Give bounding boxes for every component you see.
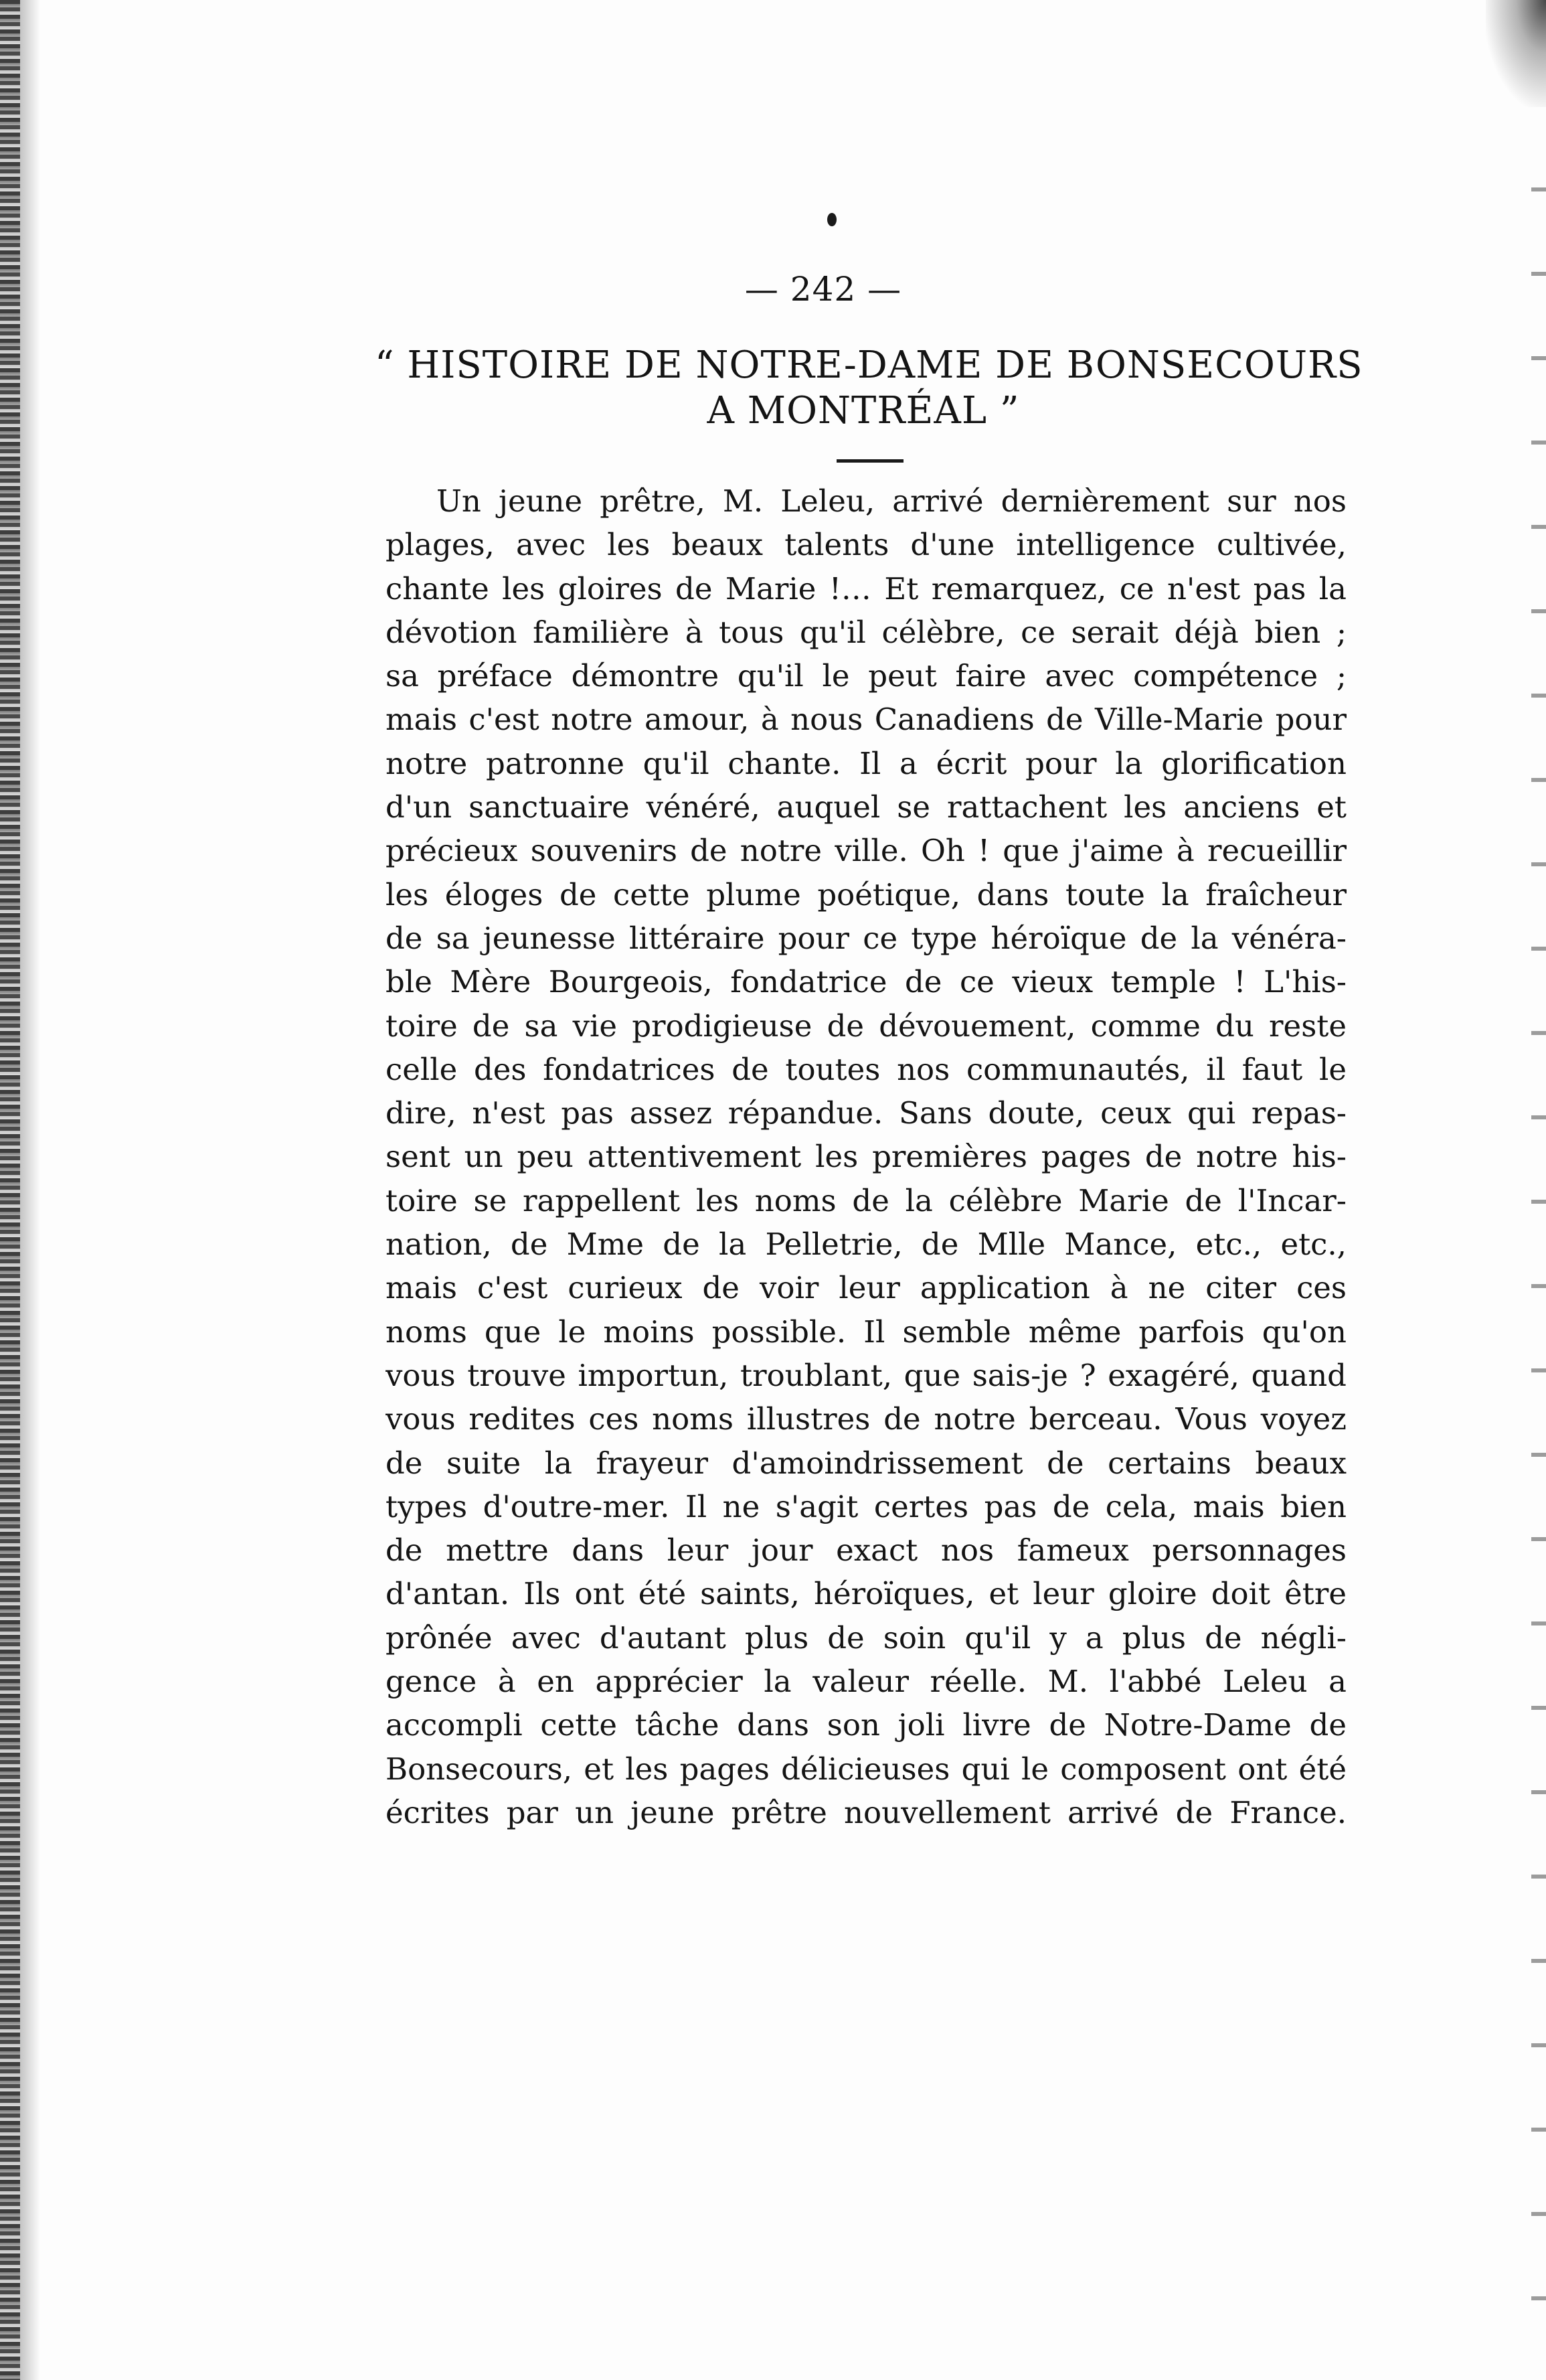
text-line: vous trouve importun, troublant, que sais-je ? exagéré, quand bbox=[385, 1357, 1347, 1393]
text-line: gence à en apprécier la valeur réelle. M. l'abbé Leleu a bbox=[385, 1664, 1347, 1700]
heading-line: A MONTRÉAL ” bbox=[707, 389, 1020, 432]
text-line: toire de sa vie prodigieuse de dévouement, comme du reste bbox=[385, 1008, 1347, 1044]
text-line: plages, avec les beaux talents d'une intelligence cultivée, bbox=[385, 527, 1347, 563]
text-line: Bonsecours, et les pages délicieuses qui le composent ont été bbox=[385, 1751, 1347, 1787]
text-line: ble Mère Bourgeois, fondatrice de ce vieux temple ! L'his- bbox=[385, 964, 1347, 1000]
text-line: prônée avec d'autant plus de soin qu'il y a plus de négli- bbox=[385, 1619, 1347, 1656]
corner-smudge bbox=[1486, 0, 1546, 107]
text-line: Un jeune prêtre, M. Leleu, arrivé dernièrement sur nos bbox=[436, 483, 1347, 519]
text-line: celle des fondatrices de toutes nos communautés, il faut le bbox=[385, 1051, 1347, 1087]
text-line: d'un sanctuaire vénéré, auquel se rattachent les anciens et bbox=[385, 789, 1347, 825]
text-line: de mettre dans leur jour exact nos fameux personnages bbox=[385, 1532, 1347, 1569]
text-line: dévotion familière à tous qu'il célèbre, ce serait déjà bien ; bbox=[385, 614, 1347, 650]
text-line: mais c'est notre amour, à nous Canadiens de Ville-Marie pour bbox=[385, 702, 1347, 738]
text-line: écrites par un jeune prêtre nouvellement arrivé de France. bbox=[385, 1794, 1347, 1830]
text-line: noms que le moins possible. Il semble même parfois qu'on bbox=[385, 1314, 1347, 1350]
text-line: chante les gloires de Marie !… Et remarquez, ce n'est pas la bbox=[385, 570, 1347, 607]
binding-edge bbox=[0, 0, 20, 2380]
text-line: d'antan. Ils ont été saints, héroïques, et leur gloire doit être bbox=[385, 1576, 1347, 1612]
text-line: toire se rappellent les noms de la célèbre Marie de l'Incar- bbox=[385, 1182, 1347, 1218]
text-line: précieux souvenirs de notre ville. Oh ! que j'aime à recueillir bbox=[385, 833, 1347, 869]
text-line: de sa jeunesse littéraire pour ce type héroïque de la vénéra- bbox=[385, 920, 1347, 956]
text-line: notre patronne qu'il chante. Il a écrit pour la glorification bbox=[385, 745, 1347, 781]
ink-dot bbox=[827, 213, 837, 226]
text-line: les éloges de cette plume poétique, dans toute la fraîcheur bbox=[385, 876, 1347, 913]
text-line: sa préface démontre qu'il le peut faire avec compétence ; bbox=[385, 658, 1347, 694]
binding-shadow bbox=[20, 0, 40, 2380]
text-line: dire, n'est pas assez répandue. Sans doute, ceux qui repas- bbox=[385, 1095, 1347, 1131]
right-edge-specks bbox=[1531, 107, 1546, 2380]
text-line: mais c'est curieux de voir leur application à ne citer ces bbox=[385, 1270, 1347, 1306]
text-line: types d'outre-mer. Il ne s'agit certes pas de cela, mais bien bbox=[385, 1488, 1347, 1524]
text-line: accompli cette tâche dans son joli livre de Notre-Dame de bbox=[385, 1707, 1347, 1743]
page-number: — 242 — bbox=[744, 270, 902, 309]
text-line: nation, de Mme de la Pelletrie, de Mlle Mance, etc., etc., bbox=[385, 1226, 1347, 1263]
text-line: sent un peu attentivement les premières pages de notre his- bbox=[385, 1139, 1347, 1175]
heading-line: “ HISTOIRE DE NOTRE-DAME DE BONSECOURS bbox=[375, 343, 1363, 387]
text-line: de suite la frayeur d'amoindrissement de certains beaux bbox=[385, 1445, 1347, 1481]
chapter-heading bbox=[375, 343, 1363, 434]
heading-rule bbox=[837, 459, 904, 463]
text-line: vous redites ces noms illustres de notre berceau. Vous voyez bbox=[385, 1401, 1347, 1437]
body-paragraph bbox=[385, 479, 1347, 1834]
